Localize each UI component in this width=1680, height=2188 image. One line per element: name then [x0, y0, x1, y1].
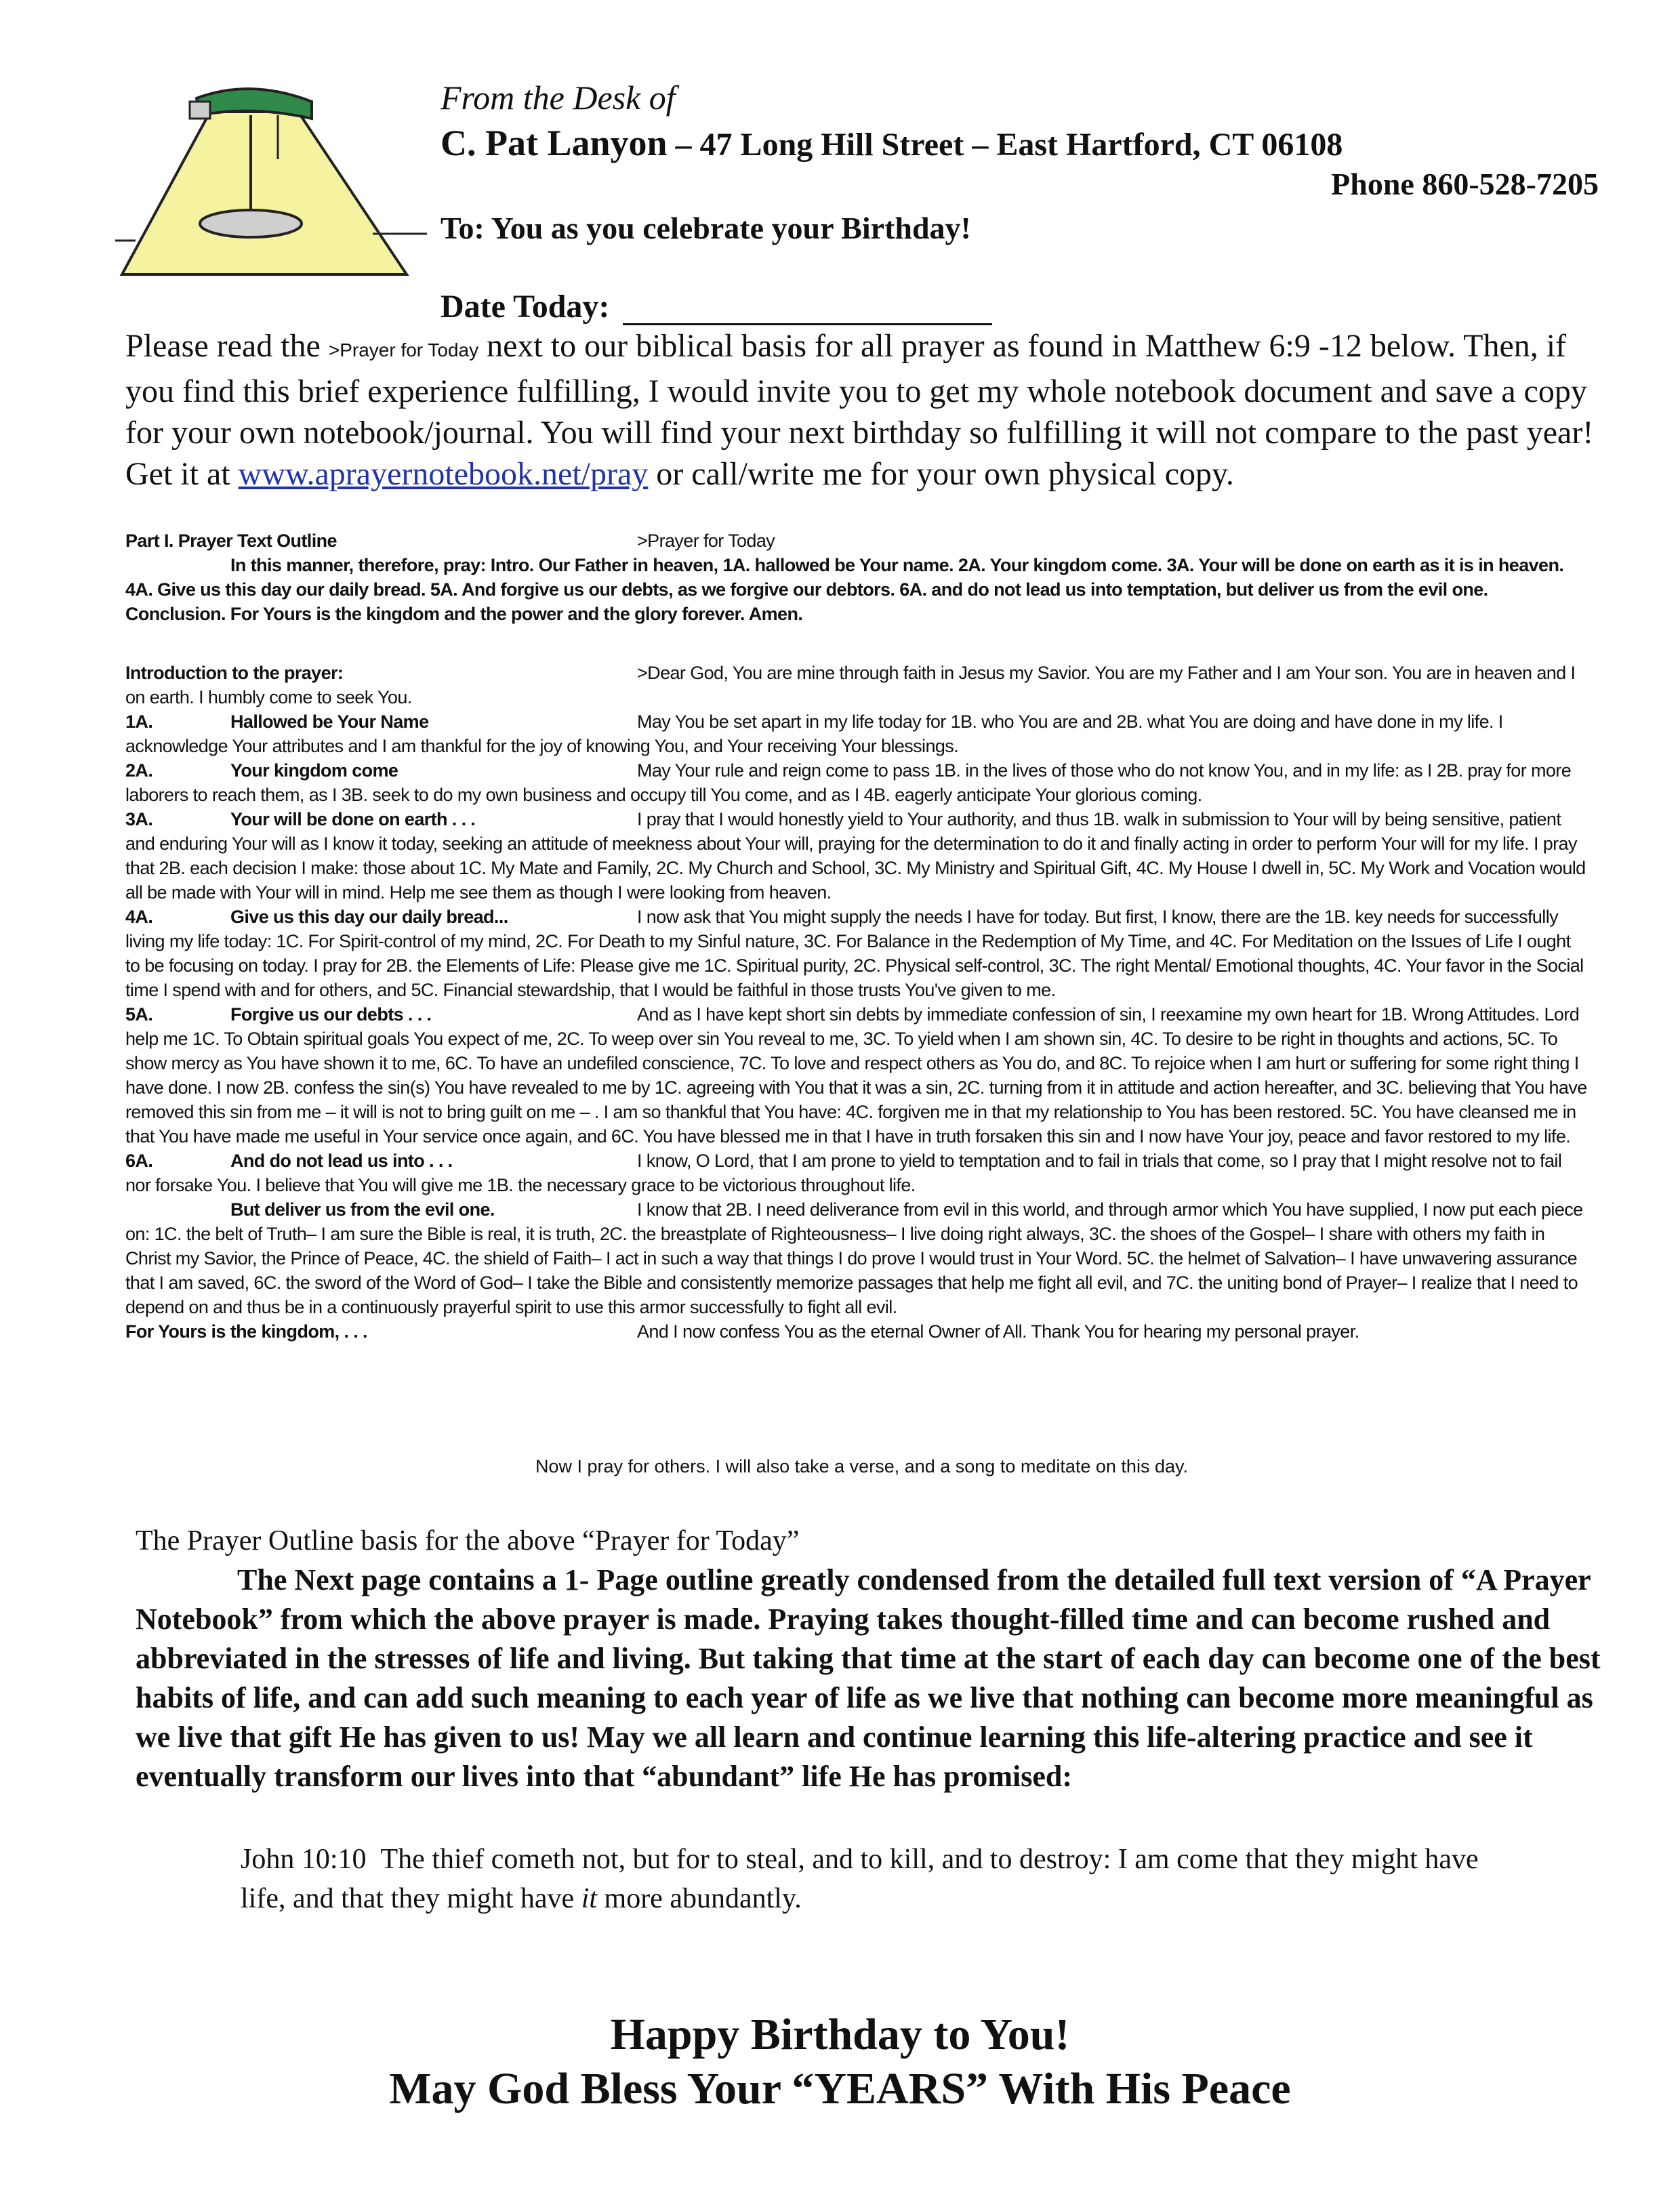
date-blank-line	[623, 296, 992, 325]
date-label: Date Today:	[441, 289, 610, 325]
sender-name: C. Pat Lanyon	[441, 123, 668, 163]
intro-text-3: or call/write me for your own physical copy.	[648, 456, 1234, 492]
section-text: I know that 2B. I need deliverance from evil in this world, and through armor which You have supplied, I now put each piece on: 1C. the belt of Truth– I am sure the Bible is real, it is truth, 2C. the breastplate of Righteousness– I live doing right always, 3C. the shoes of the Gospel– I share with others my faith in Christ my Savior, the Prince of Peace, 4C. the shield of Faith– I act in such a way that things I do prove I would trust in Your Word. 5C. the helmet of Salvation– I have unwavering assurance that I am saved, 6C. the sword of the Word of God– I take the Bible and consistently memorize passages that help me fight all evil, and 7C. the uniting bond of Prayer– I realize that I need to depend on and thus be in a continuously prayerful spirit to use this armor successfully to fight all evil.	[125, 1199, 1583, 1317]
part1-prayer-label: >Prayer for Today	[637, 531, 775, 551]
verse-ref: John 10:10	[241, 1844, 367, 1875]
intro-prayer-ref: >Prayer for Today	[328, 339, 479, 360]
prayer-section	[125, 709, 1589, 758]
prayer-section	[125, 807, 1589, 905]
desk-lamp-illustration	[115, 64, 427, 308]
section-number: 3A.	[125, 809, 153, 829]
section-title: Give us this day our daily bread...	[230, 907, 508, 927]
prayer-section	[125, 758, 1589, 807]
section-title: Forgive us our debts . . .	[230, 1004, 432, 1025]
section-text: And I now confess You as the eternal Owner of All. Thank You for hearing my personal prayer.	[637, 1321, 1359, 1342]
lamp-base	[200, 210, 302, 237]
sender-line	[441, 122, 1343, 164]
closing-line-2: May God Bless Your “YEARS” With His Peace	[389, 2064, 1291, 2113]
part1-body: In this manner, therefore, pray: Intro. Our Father in heaven, 1A. hallowed be Your name. 2A. Your kingdom come. 3A. Your will be done on earth as it is in heaven. 4A. Give us this day our daily bread. 5A. And forgive us our debts, as we forgive our debtors. 6A. and do not lead us into temptation, but deliver us from the evil one. Conclusion. For Yours is the kingdom and the power and the glory forever. Amen.	[125, 555, 1564, 624]
part1-outline	[125, 529, 1589, 626]
section-text: I pray that I would honestly yield to Your authority, and thus 1B. walk in submission to Your will by being sensitive, patient and enduring Your will as I know it today, seeking an attitude of meekness about Your will, praying for the determination to do it and finally acting in order to perform Your will for my life. I pray that 2B. each decision I make: those about 1C. My Mate and Family, 2C. My Church and School, 3C. My Ministry and Spiritual Gift, 4C. My House I dwell in, 5C. My Work and Vocation would all be made with Your will in mind. Help me see them as though I were looking from heaven.	[125, 809, 1586, 903]
date-field	[441, 288, 992, 325]
intro-paragraph	[125, 325, 1610, 495]
notebook-link[interactable]: www.aprayernotebook.net/pray	[238, 456, 649, 492]
prayer-section	[125, 1149, 1589, 1197]
section-text: May You be set apart in my life today for 1B. who You are and 2B. what You are doing and have done in my life. I acknowledge Your attributes and I am thankful for the joy of knowing You, and Your receiving Your blessings.	[125, 711, 1503, 756]
intro-text-1: Please read the	[125, 328, 329, 364]
others-note: Now I pray for others. I will also take a verse, and a song to meditate on this day.	[535, 1456, 1188, 1477]
section-number: 4A.	[125, 907, 153, 927]
section-title: And do not lead us into . . .	[230, 1151, 453, 1171]
section-title: Your will be done on earth . . .	[230, 809, 476, 829]
from-desk-label: From the Desk of	[441, 79, 676, 117]
recipient-line: To: You as you celebrate your Birthday!	[441, 211, 971, 245]
section-text: >Dear God, You are mine through faith in Jesus my Savior. You are my Father and I am Your son. You are in heaven and I on earth. I humbly come to seek You.	[125, 663, 1576, 707]
section-title: Your kingdom come	[230, 760, 398, 781]
section-number: 6A.	[125, 1151, 153, 1171]
section-number: Introduction to the prayer:	[125, 663, 344, 683]
verse-quote	[241, 1840, 1528, 1918]
closing-line-1: Happy Birthday to You!	[610, 2010, 1070, 2059]
section-title: But deliver us from the evil one.	[230, 1199, 495, 1220]
basis-paragraph: The Next page contains a 1- Page outline greatly condensed from the detailed full text version of “A Prayer Notebook” from which the above prayer is made. Praying takes thought-filled time and can become rushed and abbreviated in the stresses of life and living. But taking that time at the start of each day can become one of the best habits of life, and can add such meaning to each year of life as we live that nothing can become more meaningful as we live that gift He has given to us! May we all learn and continue learning this life-altering practice and see it eventually transform our lives into that “abundant” life He has promised:	[136, 1563, 1601, 1793]
verse-text-b: more abundantly.	[597, 1883, 802, 1914]
prayer-section	[125, 905, 1589, 1002]
section-text: I now ask that You might supply the needs I have for today. But first, I know, there are the 1B. key needs for successfully living my life today: 1C. For Spirit-control of my mind, 2C. For Death to my Sinful nature, 3C. For Balance in the Redemption of My Time, and 4C. For Meditation on the Issues of Life I ought to be focusing on today. I pray for 2B. the Elements of Life: Please give me 1C. Spiritual purity, 2C. Physical self-control, 3C. The right Mental/ Emotional thoughts, 4C. Your favor in the Social time I spend with and for others, and 5C. Financial stewardship, that I would be faithful in those trusts You've given to me.	[125, 907, 1584, 1000]
section-text: I know, O Lord, that I am prone to yield to temptation and to fail in trials that come, so I pray that I might resolve not to fail nor forsake You. I believe that You will give me 1B. the necessary grace to be victorious throughout life.	[125, 1151, 1562, 1195]
verse-text-a: The thief cometh not, but for to steal, and to kill, and to destroy: I am come that they might have life, and that they might have	[241, 1844, 1479, 1914]
prayer-section	[125, 661, 1589, 709]
part1-title: Part I. Prayer Text Outline	[125, 531, 337, 551]
basis-title: The Prayer Outline basis for the above “Prayer for Today”	[136, 1525, 800, 1556]
prayer-sections	[125, 661, 1589, 1344]
section-text: And as I have kept short sin debts by immediate confession of sin, I reexamine my own heart for 1B. Wrong Attitudes. Lord help me 1C. To Obtain spiritual goals You expect of me, 2C. To weep over sin You reveal to me, 3C. To yield when I am shown sin, 4C. To desire to be right in thoughts and actions, 5C. To show mercy as You have shown it to me, 6C. To have an undefiled conscience, 7C. To love and respect others as You do, and 8C. To rejoice when I am hurt or suffering for some right thing I have done. I now 2B. confess the sin(s) You have revealed to me by 1C. agreeing with You that it was a sin, 2C. turning from it in attitude and action hereafter, and 3C. believing that You have removed this sin from me – it will is not to bring guilt on me – . I am so thankful that You have: 4C. forgiven me in that my relationship to You has been restored. 5C. You have cleansed me in that You have made me useful in Your service once again, and 6C. You have blessed me in that I have in truth forsaken this sin and I now have Your joy, peace and favor restored to my life.	[125, 1004, 1587, 1147]
sender-phone: Phone 860-528-7205	[1331, 167, 1599, 201]
lamp-light-cone	[122, 112, 407, 274]
section-number: 1A.	[125, 711, 153, 732]
verse-italic: it	[581, 1883, 598, 1914]
section-number: 5A.	[125, 1004, 153, 1025]
prayer-section	[125, 1319, 1589, 1344]
section-number: 2A.	[125, 760, 153, 781]
sender-address: – 47 Long Hill Street – East Hartford, CT 06108	[675, 127, 1343, 163]
section-number: For Yours is the kingdom, . . .	[125, 1321, 367, 1342]
prayer-section	[125, 1197, 1589, 1319]
section-title: Hallowed be Your Name	[230, 711, 429, 732]
intro-text-2: next to our biblical basis for all prayer as found in Matthew 6:9 -12 below. Then, if you find this brief experience fulfilling, I would invite you to get my whole notebook document and save a copy for your own notebook/journal. You will find your next birthday so fulfilling it will not compare to the past year! Get it at	[125, 328, 1594, 492]
prayer-section	[125, 1002, 1589, 1149]
section-text: May Your rule and reign come to pass 1B. in the lives of those who do not know You, and in my life: as I 2B. pray for more laborers to reach them, as I 3B. seek to do my own business and occupy till You come, and as I 4B. eagerly anticipate Your glorious coming.	[125, 760, 1572, 805]
